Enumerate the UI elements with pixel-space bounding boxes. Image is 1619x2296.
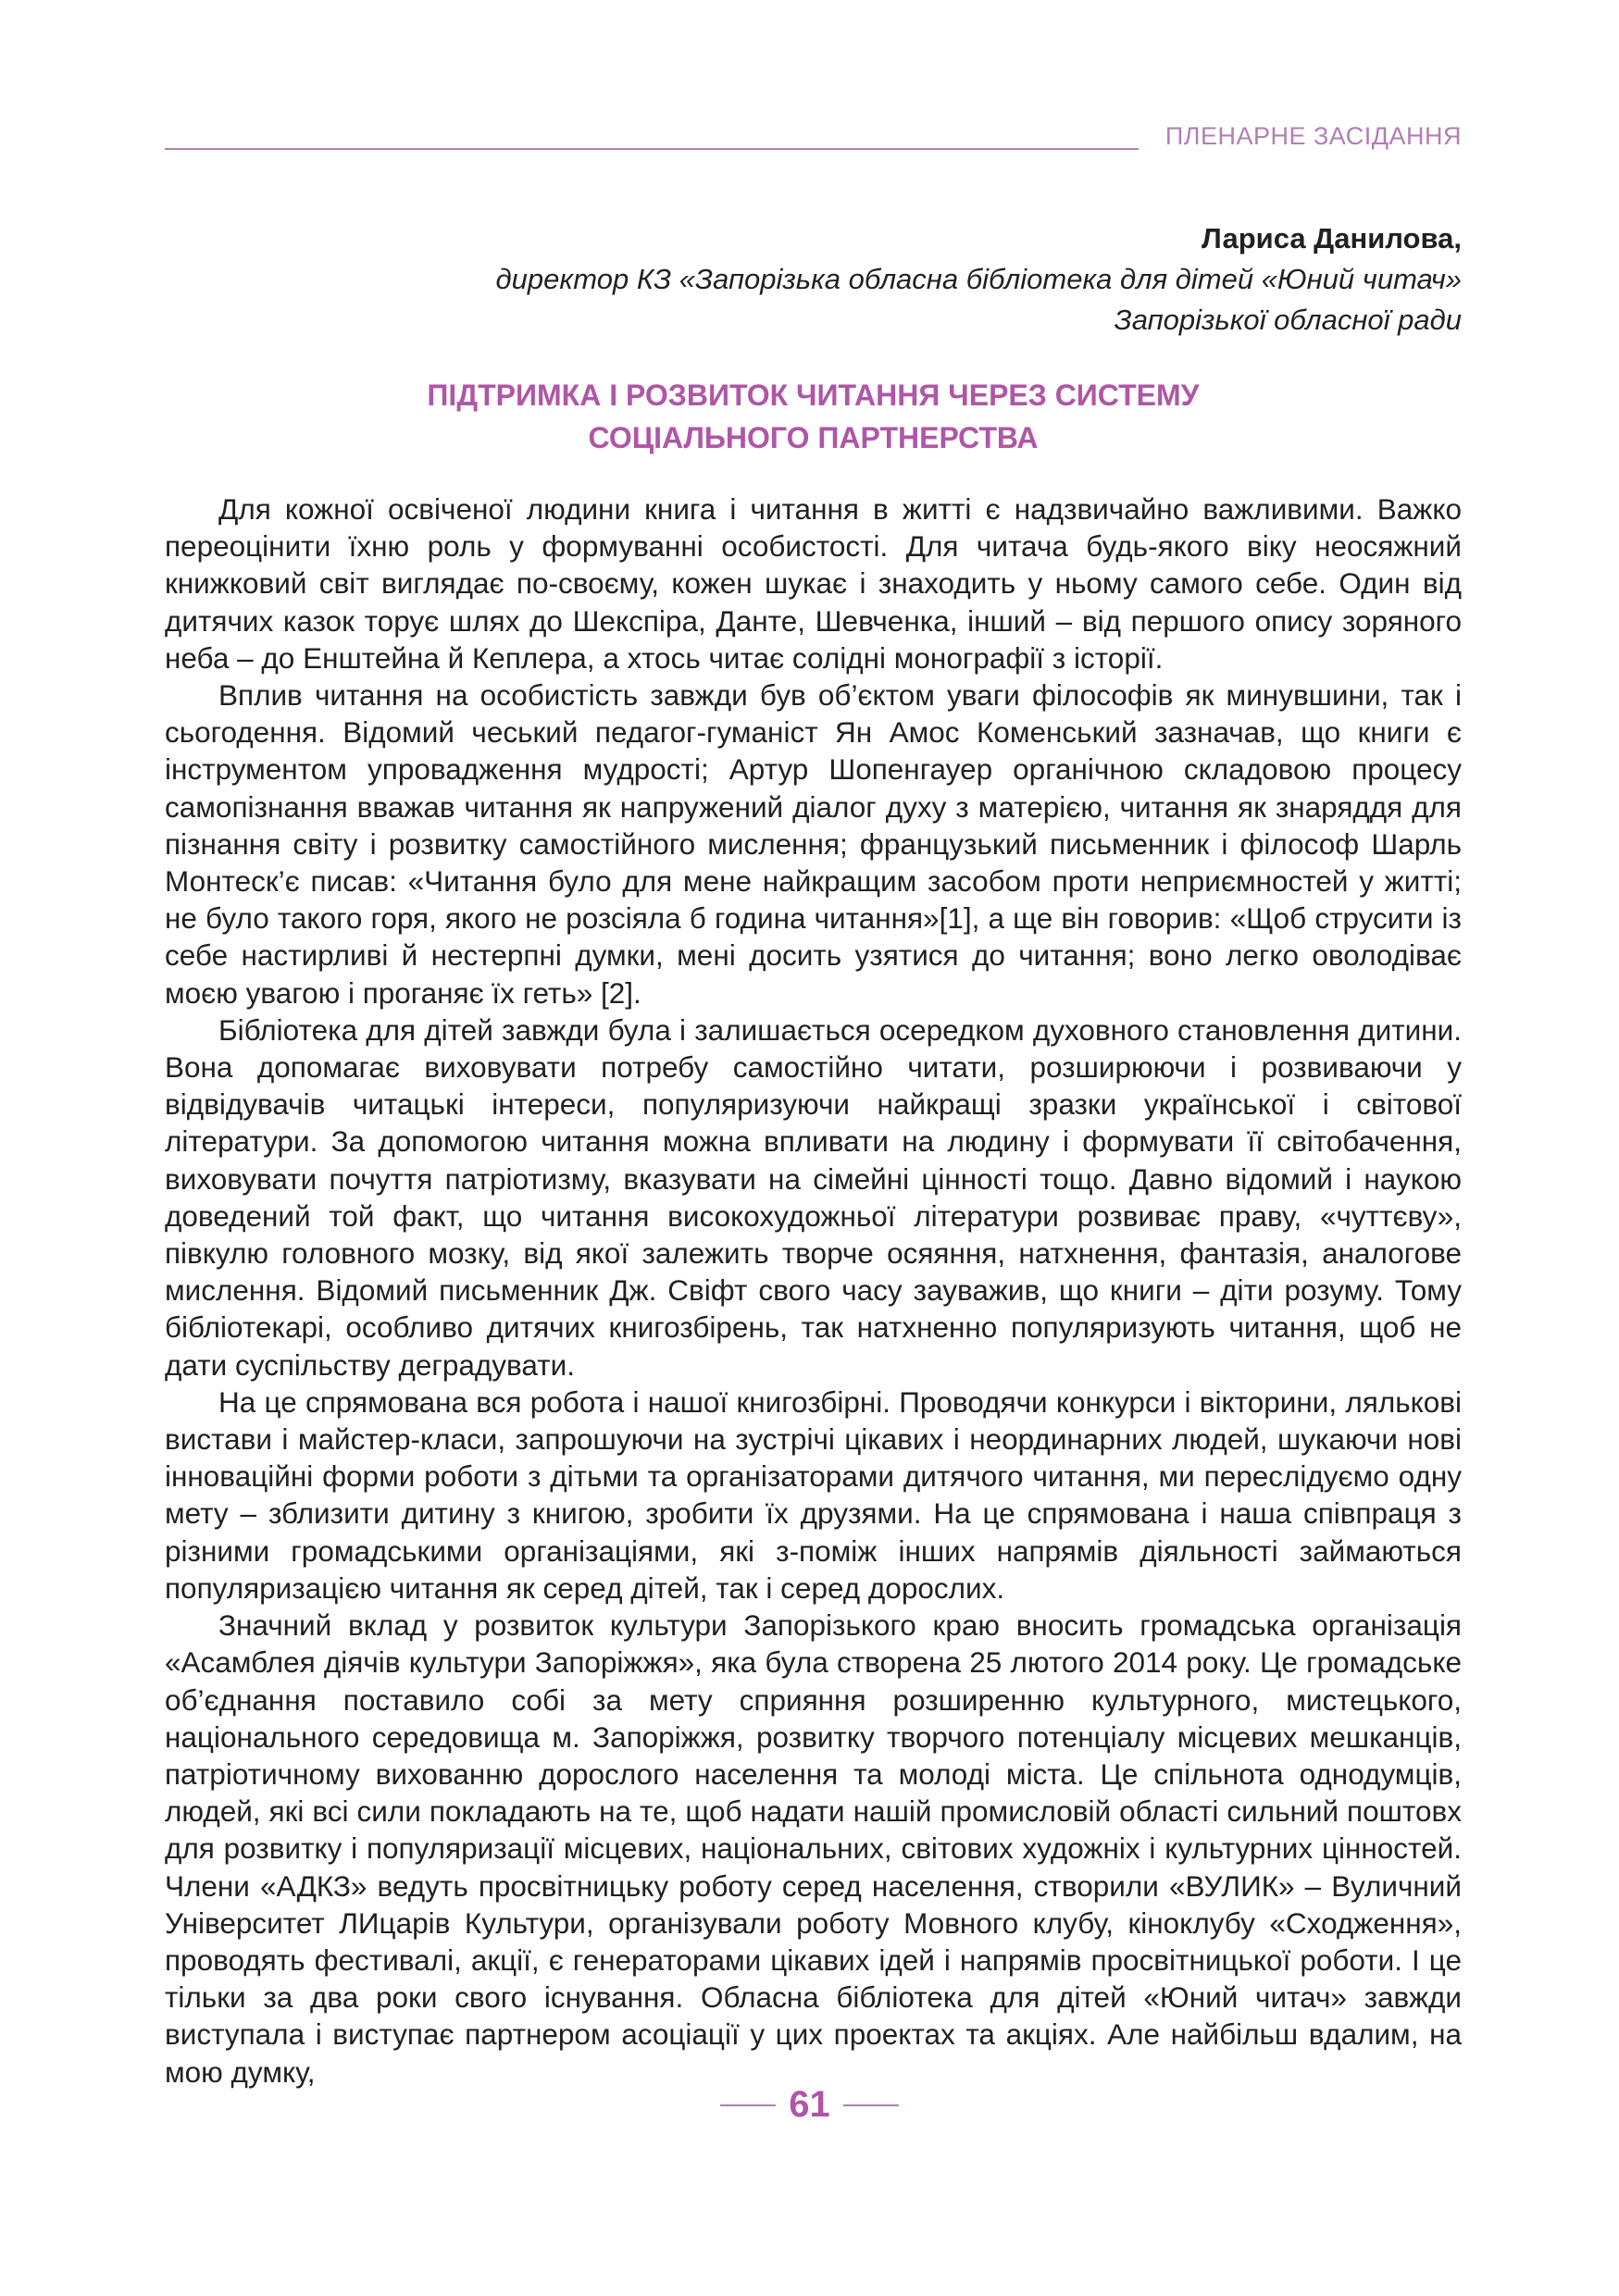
author-position-line-1: директор КЗ «Запорізька обласна бібліотека для дітей «Юний читач» <box>495 263 1462 295</box>
header-rule <box>165 148 1139 150</box>
author-position-line-2: Запорізької обласної ради <box>1114 304 1462 336</box>
author-block <box>258 218 1462 341</box>
article-title-line-2: СОЦІАЛЬНОГО ПАРТНЕРСТВА <box>588 421 1039 454</box>
article-title-line-1: ПІДТРИМКА І РОЗВИТОК ЧИТАННЯ ЧЕРЕЗ СИСТЕМУ <box>427 379 1200 412</box>
author-name: Лариса Данилова, <box>1201 222 1462 254</box>
page-footer <box>0 2084 1619 2126</box>
article-body <box>165 490 1462 2091</box>
paragraph-3: Бібліотека для дітей завжди була і залишається осередком духовного становлення дитини. Вона допомагає виховувати потребу самостійно читати, розширюючи і розвиваючи у відвідувачів читацькі інтереси, популяризуючи найкращі зразки української і світової літератури. За допомогою читання можна впливати на людину і формувати її світобачення, виховувати почуття патріотизму, вказувати на сімейні цінності тощо. Давно відомий і наукою доведений той факт, що читання високохудожньої літератури розвиває праву, «чуттєву», півкулю головного мозку, від якої залежить творче осяяння, натхнення, фантазія, аналогове мислення. Відомий письменник Дж. Свіфт свого часу зауважив, що книги – діти розуму. Тому бібліотекарі, особливо дитячих книгозбірень, так натхненно популяризують читання, щоб не дати суспільству деградувати. <box>165 1012 1462 1382</box>
footer-line-left <box>720 2104 776 2106</box>
article-title <box>165 374 1462 459</box>
footer-line-right <box>843 2104 899 2106</box>
paragraph-1: Для кожної освіченої людини книга і читання в житті є надзвичайно важливими. Важко переоцінити їхню роль у формуванні особистості. Для читача будь-якого віку неосяжний книжковий світ виглядає по-своєму, кожен шукає і знаходить у ньому самого себе. Один від дитячих казок торує шлях до Шекспіра, Данте, Шевченка, інший – від першого опису зоряного неба – до Енштейна й Кеплера, а хтось читає солідні монографії з історії. <box>165 492 1462 675</box>
paragraph-5: Значний вклад у розвиток культури Запорізького краю вносить громадська організація «Асамблея діячів культури Запоріжжя», яка була створена 25 лютого 2014 року. Це громадське об’єднання поставило собі за мету сприяння розширенню культурного, мистецького, національного середовища м. Запоріжжя, розвитку творчого потенціалу місцевих мешканців, патріотичному вихованню дорослого населення та молоді міста. Це спільнота однодумців, людей, які всі сили покладають на те, щоб надати нашій промисловій області сильний поштовх для розвитку і популяризації місцевих, національних, світових художніх і культурних цінностей. Члени «АДКЗ» ведуть просвітницьку роботу серед населення, створили «ВУЛИК» – Вуличний Університет ЛИцарів Культури, організували роботу Мовного клубу, кіноклубу «Сходження», проводять фестивалі, акції, є генераторами цікавих ідей і напрямів просвітницької роботи. І це тільки за два роки свого існування. Обласна бібліотека для дітей «Юний читач» завжди виступала і виступає партнером асоціації у цих проектах та акціях. Але найбільш вдалим, на мою думку, <box>165 1608 1462 2089</box>
paragraph-4: На це спрямована вся робота і нашої книгозбірні. Проводячи конкурси і вікторини, лялькові вистави і майстер-класи, запрошуючи на зустрічі цікавих і неординарних людей, шукаючи нові інноваційні форми роботи з дітьми та організаторами дитячого читання, ми переслідуємо одну мету – зблизити дитину з книгою, зробити їх друзями. На це спрямована і наша співпраця з різними громадськими організаціями, які з-поміж інших напрямів діяльності займаються популяризацією читання як серед дітей, так і серед дорослих. <box>165 1384 1462 1605</box>
page-number: 61 <box>789 2084 830 2125</box>
running-header-section: ПЛЕНАРНЕ ЗАСІДАННЯ <box>1164 122 1462 150</box>
paragraph-2: Вплив читання на особистість завжди був об’єктом уваги філософів як минувшини, так і сьогодення. Відомий чеський педагог-гуманіст Ян Амос Коменський зазначав, що книги є інструментом упровадження мудрості; Артур Шопенгауер органічною складовою процесу самопізнання вважав читання як напружений діалог духу з матерією, читання як знаряддя для пізнання світу і розвитку самостійного мислення; французький письменник і філософ Шарль Монтеск’є писав: «Читання було для мене найкращим засобом проти неприємностей у житті; не було такого горя, якого не розсіяла б година читання»[1], а ще він говорив: «Щоб струсити із себе настирливі й нестерпні думки, мені досить узятися до читання; воно легко оволодіває моєю увагою і проганяє їх геть» [2]. <box>165 678 1462 1010</box>
